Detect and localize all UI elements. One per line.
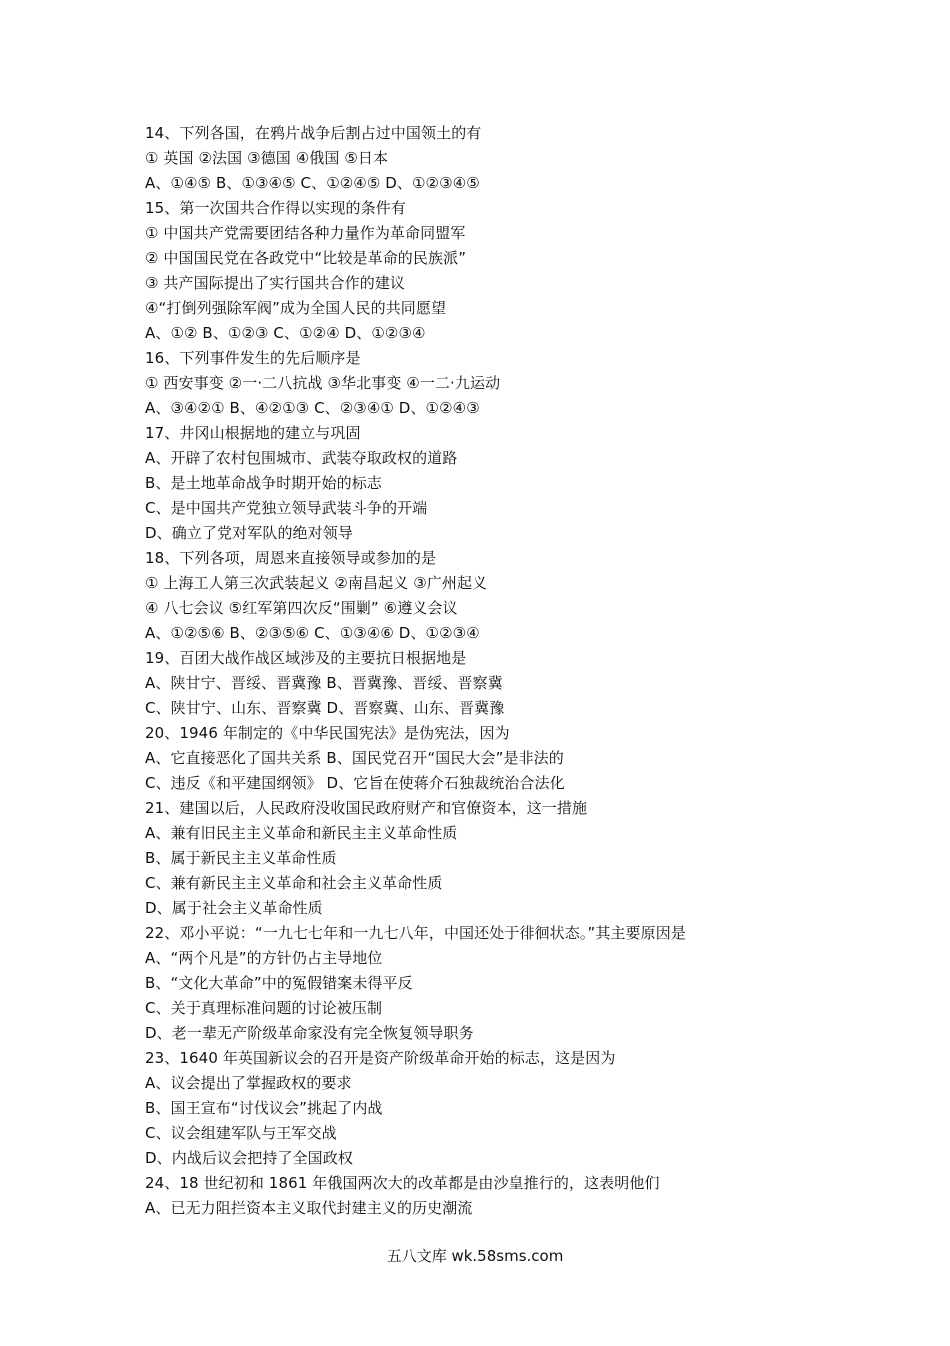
text-line: A、议会提出了掌握政权的要求 — [145, 1074, 352, 1092]
text-line: A、①②⑤⑥ B、②③⑤⑥ C、①③④⑥ D、①②③④ — [145, 624, 480, 642]
text-line: 15、第一次国共合作得以实现的条件有 — [145, 199, 406, 217]
text-line: B、是土地革命战争时期开始的标志 — [145, 474, 382, 492]
text-line: ① 上海工人第三次武装起义 ②南昌起义 ③广州起义 — [145, 574, 488, 592]
text-line: B、“文化大革命”中的冤假错案未得平反 — [145, 974, 413, 992]
text-line: C、是中国共产党独立领导武装斗争的开端 — [145, 499, 428, 517]
text-line: 20、1946 年制定的《中华民国宪法》是伪宪法，因为 — [145, 724, 510, 742]
text-line: D、属于社会主义革命性质 — [145, 899, 323, 917]
text-line: C、违反《和平建国纲领》 D、它旨在使蒋介石独裁统治合法化 — [145, 774, 565, 792]
text-line: ① 西安事变 ②一·二八抗战 ③华北事变 ④一二·九运动 — [145, 374, 501, 392]
text-line: B、国王宣布“讨伐议会”挑起了内战 — [145, 1099, 383, 1117]
text-line: B、属于新民主主义革命性质 — [145, 849, 337, 867]
text-line: D、老一辈无产阶级革命家没有完全恢复领导职务 — [145, 1024, 474, 1042]
text-line: C、关于真理标准问题的讨论被压制 — [145, 999, 383, 1017]
text-line: 23、1640 年英国新议会的召开是资产阶级革命开始的标志，这是因为 — [145, 1049, 616, 1067]
text-line: 16、下列事件发生的先后顺序是 — [145, 349, 361, 367]
text-line: A、陕甘宁、晋绥、晋冀豫 B、晋冀豫、晋绥、晋察冀 — [145, 674, 503, 692]
text-line: D、确立了党对军队的绝对领导 — [145, 524, 353, 542]
text-line: ④ 八七会议 ⑤红军第四次反“围剿” ⑥遵义会议 — [145, 599, 458, 617]
text-line: ③ 共产国际提出了实行国共合作的建议 — [145, 274, 406, 292]
text-line: A、③④②① B、④②①③ C、②③④① D、①②④③ — [145, 399, 480, 417]
text-line: ② 中国国民党在各政党中“比较是革命的民族派” — [145, 249, 467, 267]
text-line: D、内战后议会把持了全国政权 — [145, 1149, 353, 1167]
text-line: C、陕甘宁、山东、晋察冀 D、晋察冀、山东、晋冀豫 — [145, 699, 505, 717]
text-line: 22、邓小平说：“一九七七年和一九七八年，中国还处于徘徊状态。”其主要原因是 — [145, 924, 686, 942]
text-line: 21、建国以后，人民政府没收国民政府财产和官僚资本，这一措施 — [145, 799, 588, 817]
text-line: C、兼有新民主主义革命和社会主义革命性质 — [145, 874, 443, 892]
page-footer: 五八文库 wk.58sms.com — [386, 1247, 564, 1265]
text-line: ① 中国共产党需要团结各种力量作为革命同盟军 — [145, 224, 466, 242]
text-line: ④“打倒列强除军阀”成为全国人民的共同愿望 — [145, 299, 447, 317]
text-line: A、①④⑤ B、①③④⑤ C、①②④⑤ D、①②③④⑤ — [145, 174, 480, 192]
text-line: A、①② B、①②③ C、①②④ D、①②③④ — [145, 324, 426, 342]
question-list — [145, 121, 845, 1221]
text-line: 19、百团大战作战区域涉及的主要抗日根据地是 — [145, 649, 467, 667]
text-line: A、它直接恶化了国共关系 B、国民党召开“国民大会”是非法的 — [145, 749, 564, 767]
text-line: C、议会组建军队与王军交战 — [145, 1124, 337, 1142]
text-line: 17、井冈山根据地的建立与巩固 — [145, 424, 361, 442]
text-line: ① 英国 ②法国 ③德国 ④俄国 ⑤日本 — [145, 149, 389, 167]
text-line: A、兼有旧民主主义革命和新民主主义革命性质 — [145, 824, 458, 842]
text-line: 18、下列各项，周恩来直接领导或参加的是 — [145, 549, 437, 567]
text-line: A、“两个凡是”的方针仍占主导地位 — [145, 949, 383, 967]
text-line: 24、18 世纪初和 1861 年俄国两次大的改革都是由沙皇推行的，这表明他们 — [145, 1174, 660, 1192]
text-line: A、已无力阻拦资本主义取代封建主义的历史潮流 — [145, 1199, 473, 1217]
text-line: 14、下列各国，在鸦片战争后割占过中国领土的有 — [145, 124, 482, 142]
text-line: A、开辟了农村包围城市、武装夺取政权的道路 — [145, 449, 458, 467]
